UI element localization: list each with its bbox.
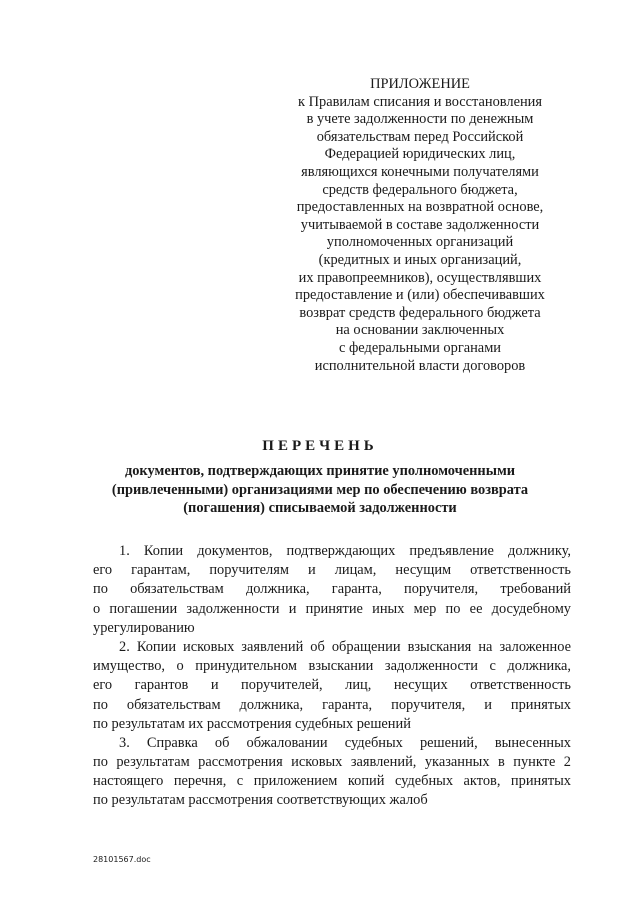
item-line: 1. Копии документов, подтверждающих предъявление должнику, — [119, 543, 571, 559]
item-line: его гарантам, поручителям и лицам, несущим ответственность — [93, 562, 571, 579]
list-item — [93, 542, 571, 638]
subtitle-line: (привлеченными) организациями мер по обеспечению возврата — [111, 481, 529, 498]
item-line: его гарантов и поручителей, лиц, несущих ответственность — [93, 677, 571, 694]
document-subtitle — [100, 462, 540, 518]
appendix-line: обязательствам перед Российской — [316, 128, 524, 145]
appendix-line: являющихся конечными получателями — [301, 163, 539, 180]
appendix-line: к Правилам списания и восстановления — [298, 93, 542, 110]
item-line: по результатам их рассмотрения судебных решений — [93, 715, 411, 732]
item-line: по результатам рассмотрения соответствующих жалоб — [93, 792, 428, 809]
item-line: о погашении задолженности и принятие иных мер по ее досудебному — [93, 600, 571, 617]
document-title: ПЕРЕЧЕНЬ — [262, 438, 378, 454]
list-item — [93, 638, 571, 734]
item-line: по обязательствам должника, гаранта, поручителя, требований — [93, 581, 571, 598]
subtitle-line: (погашения) списываемой задолженности — [183, 500, 457, 516]
appendix-block — [270, 76, 570, 375]
appendix-line: Федерацией юридических лиц, — [324, 146, 516, 163]
appendix-line: их правопреемников), осуществлявших — [298, 269, 542, 286]
appendix-heading: ПРИЛОЖЕНИЕ — [370, 76, 470, 92]
item-line: по обязательствам должника, гаранта, поручителя, и принятых — [93, 696, 571, 713]
item-line: 2. Копии исковых заявлений об обращении взыскания на заложенное — [119, 638, 571, 655]
appendix-line: возврат средств федерального бюджета — [299, 304, 541, 321]
appendix-line: с федеральными органами — [338, 339, 502, 356]
appendix-line: учитываемой в составе задолженности — [300, 216, 540, 233]
item-line: урегулированию — [93, 619, 195, 636]
appendix-line: (кредитных и иных организаций, — [318, 251, 522, 268]
appendix-line: в учете задолженности по денежным — [306, 111, 534, 128]
appendix-line: уполномоченных организаций — [326, 234, 514, 251]
appendix-line: средств федерального бюджета, — [322, 181, 518, 198]
appendix-line: предоставленных на возвратной основе, — [296, 199, 544, 216]
appendix-line: исполнительной власти договоров — [314, 357, 526, 374]
list-item — [93, 734, 571, 811]
item-line: 3. Справка об обжаловании судебных решений, вынесенных — [119, 734, 571, 751]
file-name-footer: 28101567.doc — [93, 855, 151, 864]
item-line: по результатам рассмотрения исковых заявлений, указанных в пункте 2 — [93, 754, 571, 771]
subtitle-line: документов, подтверждающих принятие уполномоченными — [124, 463, 516, 479]
appendix-line: предоставление и (или) обеспечивавших — [295, 287, 545, 304]
item-line: имущество, о принудительном взыскании задолженности с должника, — [93, 658, 571, 675]
appendix-line: на основании заключенных — [335, 322, 505, 339]
items-list — [93, 542, 571, 811]
item-line: настоящего перечня, с приложением копий судебных актов, принятых — [93, 773, 571, 790]
